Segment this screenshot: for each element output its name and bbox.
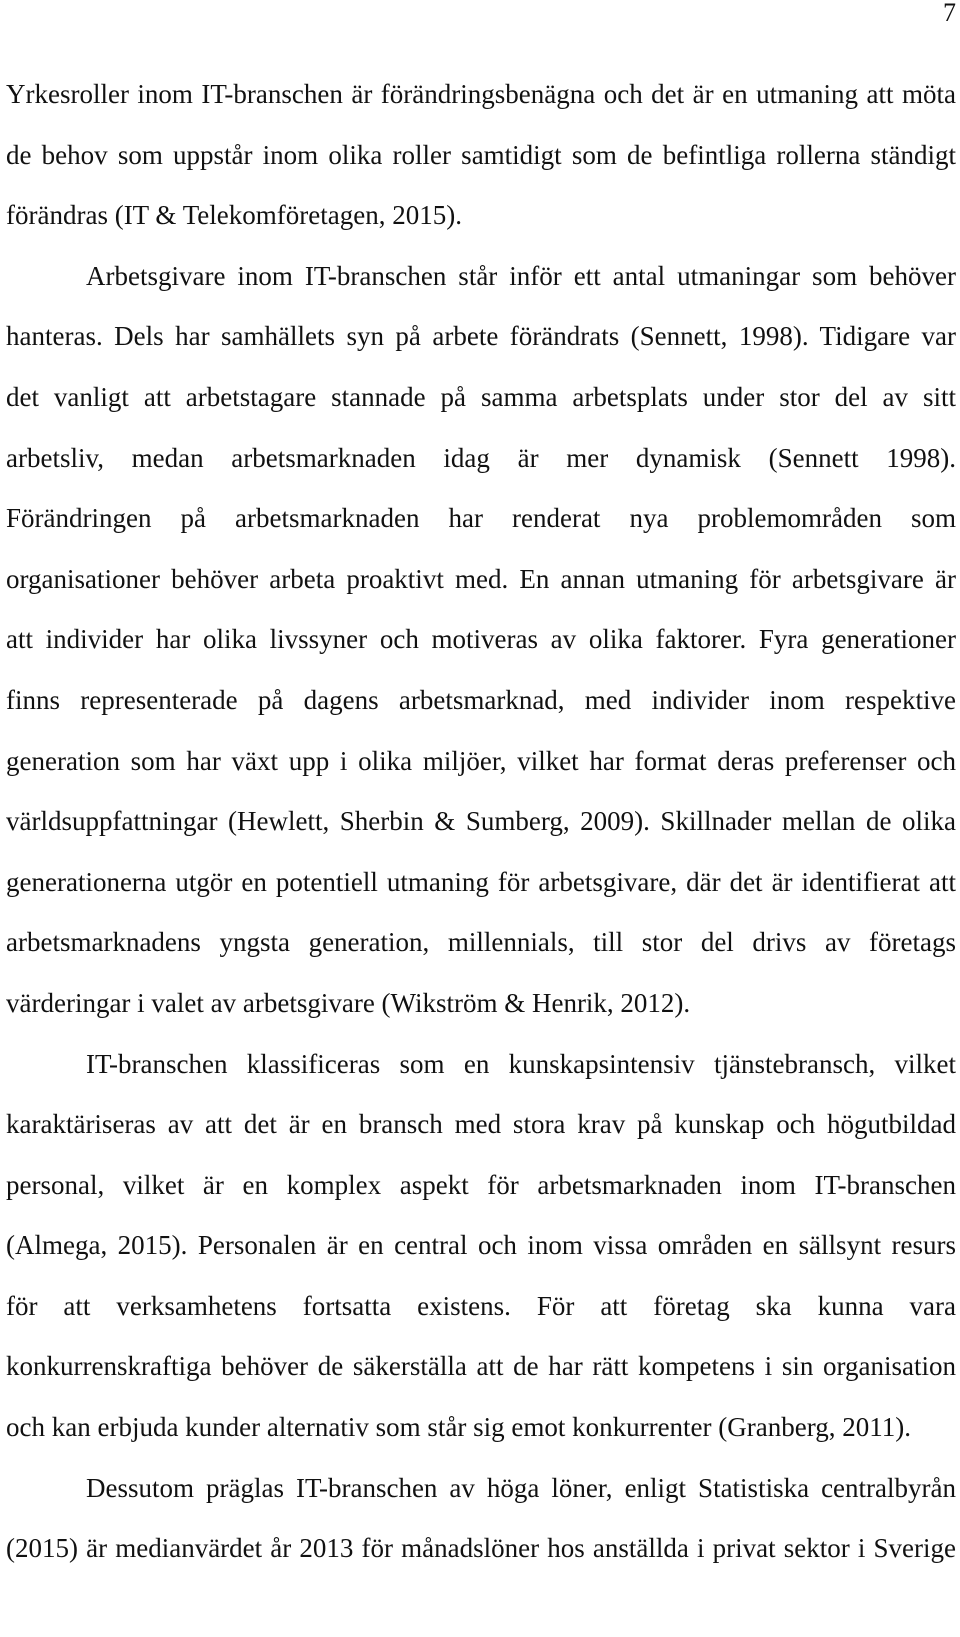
- paragraph-1: [6, 64, 956, 246]
- text-line: organisationer behöver arbeta proaktivt med. En annan utmaning för arbetsgivare är: [6, 563, 956, 594]
- text-line: generationerna utgör en potentiell utmaning för arbetsgivare, där det är identifierat att: [6, 866, 956, 897]
- text-line: personal, vilket är en komplex aspekt för arbetsmarknaden inom IT-branschen: [6, 1169, 956, 1200]
- text-line: arbetsliv, medan arbetsmarknaden idag är mer dynamisk (Sennett 1998).: [6, 442, 956, 473]
- text-line: Dessutom präglas IT-branschen av höga löner, enligt Statistiska centralbyrån: [86, 1472, 956, 1503]
- text-line: de behov som uppstår inom olika roller samtidigt som de befintliga rollerna ständigt: [6, 139, 956, 170]
- text-line: finns representerade på dagens arbetsmarknad, med individer inom respektive: [6, 684, 956, 715]
- text-line: förändras (IT & Telekomföretagen, 2015).: [6, 200, 462, 231]
- text-line: konkurrenskraftiga behöver de säkerställa att de har rätt kompetens i sin organisation: [6, 1351, 956, 1382]
- text-line: världsuppfattningar (Hewlett, Sherbin & Sumberg, 2009). Skillnader mellan de olika: [6, 806, 956, 837]
- paragraph-4: [6, 1458, 956, 1579]
- text-line: IT-branschen klassificeras som en kunskapsintensiv tjänstebransch, vilket: [86, 1048, 956, 1079]
- text-line: och kan erbjuda kunder alternativ som står sig emot konkurrenter (Granberg, 2011).: [6, 1412, 911, 1443]
- text-line: arbetsmarknadens yngsta generation, millennials, till stor del drivs av företags: [6, 927, 956, 958]
- text-line: värderingar i valet av arbetsgivare (Wikström & Henrik, 2012).: [6, 987, 691, 1018]
- text-line: Förändringen på arbetsmarknaden har renderat nya problemområden som: [6, 503, 956, 534]
- paragraph-2: [6, 246, 956, 1034]
- text-line: generation som har växt upp i olika miljöer, vilket har format deras preferenser och: [6, 745, 956, 776]
- text-line: (Almega, 2015). Personalen är en central och inom vissa områden en sällsynt resurs: [6, 1230, 956, 1261]
- text-line: Arbetsgivare inom IT-branschen står inför ett antal utmaningar som behöver: [86, 260, 956, 291]
- page-number: 7: [943, 0, 956, 27]
- text-line: det vanligt att arbetstagare stannade på samma arbetsplats under stor del av sitt: [6, 381, 956, 412]
- text-line: karaktäriseras av att det är en bransch med stora krav på kunskap och högutbildad: [6, 1109, 956, 1140]
- text-line: hanteras. Dels har samhällets syn på arbete förändrats (Sennett, 1998). Tidigare var: [6, 321, 956, 352]
- text-line: för att verksamhetens fortsatta existens. För att företag ska kunna vara: [6, 1290, 956, 1321]
- text-line: Yrkesroller inom IT-branschen är förändringsbenägna och det är en utmaning att möta: [6, 79, 956, 109]
- paragraph-3: [6, 1034, 956, 1458]
- document-body: [6, 64, 956, 1579]
- text-line: (2015) är medianvärdet år 2013 för månadslöner hos anställda i privat sektor i Sverige: [6, 1533, 956, 1564]
- text-line: att individer har olika livssyner och motiveras av olika faktorer. Fyra generationer: [6, 624, 956, 655]
